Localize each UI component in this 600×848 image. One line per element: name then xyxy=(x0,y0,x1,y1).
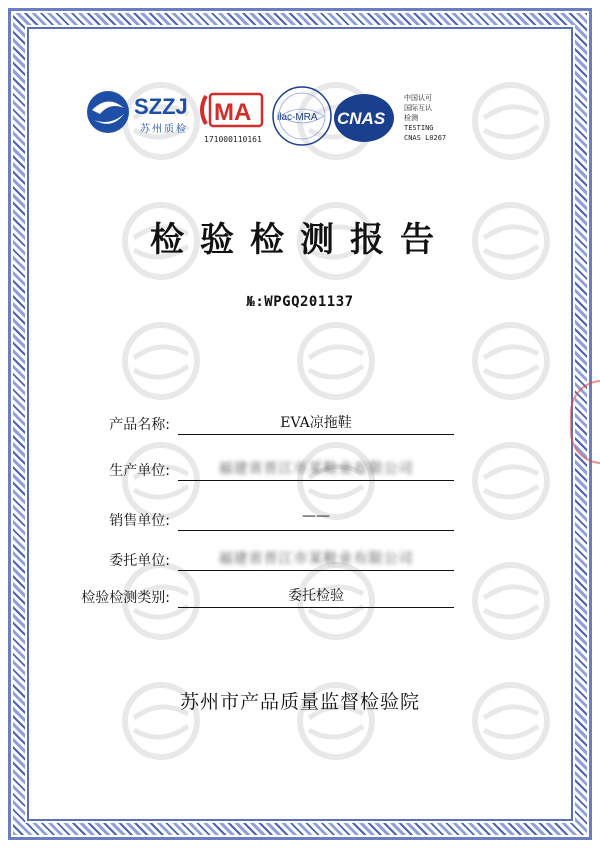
field-underline xyxy=(178,607,454,608)
ilac-mra-logo xyxy=(273,87,331,145)
field-value xyxy=(178,508,454,524)
cnas-logo xyxy=(334,93,446,142)
cma-logo xyxy=(202,94,262,144)
value-text: —— xyxy=(302,508,330,524)
field-label: 委托单位: xyxy=(109,553,170,569)
field-label: 生产单位: xyxy=(109,463,170,479)
field-row xyxy=(0,508,600,536)
field-value xyxy=(178,548,454,568)
watermark-emblem xyxy=(295,320,377,402)
value-text: EVA凉拖鞋 xyxy=(280,415,352,431)
organization-name: 苏州市产品质量监督检验院 xyxy=(179,691,420,713)
field-row xyxy=(0,458,600,486)
field-label: 销售单位: xyxy=(109,513,170,529)
certification-logos xyxy=(0,80,600,160)
report-title: 检验检测报告 xyxy=(150,220,450,260)
field-underline xyxy=(178,530,454,531)
szzj-logo xyxy=(87,91,188,135)
value-text: 委托检验 xyxy=(288,588,344,604)
field-underline xyxy=(178,570,454,571)
field-label: 产品名称: xyxy=(109,417,170,433)
redacted-value: 福建省晋江市某鞋业有限公司 xyxy=(218,551,414,567)
report-number: №:WPGQ201137 xyxy=(246,294,354,310)
logo-strip xyxy=(0,80,600,160)
field-underline xyxy=(178,480,454,481)
field-value xyxy=(178,585,454,605)
szzj-sub: 苏州质检 xyxy=(140,124,188,135)
field-row xyxy=(0,412,600,440)
watermark-emblem xyxy=(470,320,552,402)
field-value xyxy=(178,458,454,478)
redacted-value: 福建省晋江市某鞋业有限公司 xyxy=(218,461,414,477)
watermark-emblem xyxy=(120,320,202,402)
cnas-line-4: TESTING xyxy=(404,124,434,132)
field-row xyxy=(0,585,600,613)
field-label: 检验检测类别: xyxy=(81,590,170,606)
field-row xyxy=(0,548,600,576)
cnas-text: CNAS xyxy=(337,109,386,128)
ilac-text: ilac-MRA xyxy=(277,112,318,123)
cnas-line-3: 检测 xyxy=(404,114,418,122)
cnas-line-5: CNAS L0267 xyxy=(404,134,447,142)
cma-text: MA xyxy=(214,99,252,126)
cma-number: 171000110161 xyxy=(204,135,262,144)
field-underline xyxy=(178,434,454,435)
cnas-line-2: 国际互认 xyxy=(404,104,432,112)
szzj-text: SZZJ xyxy=(134,94,188,119)
cnas-line-1: 中国认可 xyxy=(404,94,432,102)
field-value xyxy=(178,412,454,432)
